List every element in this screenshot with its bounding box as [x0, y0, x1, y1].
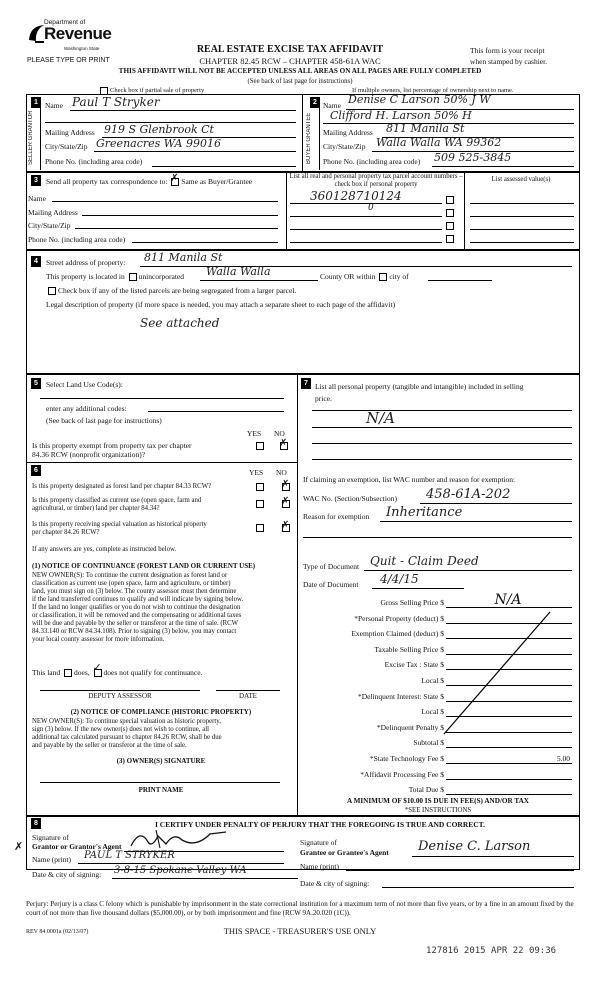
grantee-signature[interactable]: Denise C. Larson — [418, 839, 531, 854]
print-name-label: PRINT NAME — [138, 786, 184, 794]
wac-label: WAC No. (Section/Subsection) — [303, 494, 397, 503]
forest-question: Is this property designated as forest land per chapter 84.33 RCW? — [32, 483, 212, 490]
notice-line-5: If the land no longer qualifies or you do not wish to continue the designation — [32, 604, 241, 611]
notice-line-3: land, you must sign on (3) below. The county assessor must then determine — [32, 588, 237, 595]
deputy-assessor-label: DEPUTY ASSESSOR — [88, 692, 152, 700]
fee-label: Subtotal $ — [413, 738, 444, 748]
seller-mailing-label: Mailing Address — [45, 128, 95, 137]
unincorporated-checkbox[interactable] — [129, 273, 137, 281]
seller-name-value[interactable]: Paul T Stryker — [72, 95, 160, 109]
historic-no-checkbox[interactable]: ✗ — [281, 520, 290, 531]
exempt-question-2: 84.36 RCW (nonprofit organization)? — [32, 450, 146, 459]
fee-label: Exemption Claimed (deduct) $ — [351, 629, 444, 639]
fee-label: *State Technology Fee $ — [369, 754, 444, 763]
logo-line2: Revenue — [44, 24, 112, 43]
fee-label: Gross Selling Price $ — [380, 598, 444, 607]
personal-property-line-2: price. — [315, 394, 332, 403]
notice-compliance-title: (2) NOTICE OF COMPLIANCE (HISTORIC PROPERTY) — [70, 708, 252, 716]
perjury-note: Perjury: Perjury is a class C felony which is punishable by imprisonment in the state correctional institution for a maximum term of not more than five years, or by a fine in an amount fixed by the court of not more than five thousand dollars ($5,000.00), or by both imprisonment and fine (RCW 9A.20.020 (1C)). — [26, 900, 574, 917]
s5-yes: YES — [247, 429, 262, 438]
logo-line3: Washington State — [64, 46, 100, 51]
fee-label: Total Due $ — [408, 785, 444, 795]
seller-side-label: SELLER GRANTOR — [28, 110, 34, 166]
fee-value[interactable]: 5.00 — [556, 754, 570, 763]
section-3-number: 3 — [31, 175, 41, 186]
grantor-date-label: Date & city of signing: — [32, 870, 102, 879]
buyer-name-value-1[interactable]: Denise C Larson 50% J W — [348, 93, 491, 106]
logo-line1: Department of — [44, 19, 86, 26]
correspondence-label: Send all property tax correspondence to: ✗ Same as Buyer/Grantee — [46, 173, 253, 186]
minimum-note: A MINIMUM OF $10.00 IS DUE IN FEE(S) AND/OR TAX — [347, 797, 529, 805]
exempt-question-1: Is this property exempt from property tax per chapter — [32, 441, 192, 450]
buyer-name-label: Name — [323, 101, 341, 110]
buyer-mailing-value[interactable]: 811 Manila St — [386, 122, 465, 135]
rev-number: REV 84 0001a (02/13/07) — [26, 929, 89, 935]
x-mark-icon: ✗ — [14, 841, 24, 853]
parcel-checkbox-1[interactable] — [446, 196, 454, 204]
corr-mailing-label: Mailing Address — [28, 208, 78, 217]
notice-line-6: or classification, it will be removed and the compensating or additional taxes — [32, 612, 242, 619]
located-in: This property is located in unincorporated — [46, 272, 185, 281]
exemption-label: If claiming an exemption, list WAC number and reason for exemption: — [303, 475, 516, 484]
compliance-line-2: sign (3) below. If the new owner(s) does not wish to continue, all — [32, 726, 209, 733]
parcel-number-2[interactable]: 0 — [368, 203, 374, 213]
notice-line-4: if the land transferred continues to qualify and will indicate by signing below. — [32, 596, 244, 603]
current-use-no-checkbox[interactable]: ✗ — [281, 496, 290, 507]
parcel-header: List all real and personal property tax parcel account numbers – check box if personal property — [289, 173, 463, 188]
doc-date-value[interactable]: 4/4/15 — [380, 572, 419, 586]
seller-name-label: Name — [45, 101, 63, 110]
assessed-header: List assessed value(s) — [491, 176, 551, 183]
section-4 — [26, 250, 580, 374]
doc-type-value[interactable]: Quit - Claim Deed — [370, 554, 479, 568]
fee-label: Taxable Selling Price $ — [374, 644, 444, 654]
fee-label: *Delinquent Penalty $ — [376, 722, 444, 732]
grantor-name-label: Name (print) — [32, 855, 71, 864]
notice-continuance-title: (1) NOTICE OF CONTINUANCE (FOREST LAND OR CURRENT USE) — [32, 562, 256, 570]
qualify-line: This land does, ✓ does not qualify for continuance. — [32, 662, 203, 677]
grantee-sig-label-1: Signature of — [300, 838, 337, 847]
reason-value[interactable]: Inheritance — [386, 505, 463, 520]
legal-description-label: Legal description of property (if more space is needed, you may attach a separate sheet to each page of the affidavit) — [46, 300, 396, 309]
historic-question-2: per chapter 84.26 RCW? — [32, 529, 100, 536]
fee-label: *Delinquent Interest: State $ — [357, 691, 444, 701]
notice-line-2: classification as current use (open space, farm and agriculture, or timber) — [32, 580, 231, 587]
grantor-sig-label-2: Grantor or Grantor's Agent — [32, 842, 122, 851]
county-value[interactable]: Walla Walla — [206, 265, 271, 278]
grantee-date-label: Date & city of signing: — [300, 879, 370, 888]
buyer-city-value[interactable]: Walla Walla WA 99362 — [376, 136, 502, 149]
deputy-date-label: DATE — [239, 692, 257, 700]
county-label: County OR within city of — [320, 272, 409, 281]
additional-codes-label: enter any additional codes: — [46, 404, 127, 413]
personal-property-value[interactable]: N/A — [366, 409, 396, 427]
doc-date-label: Date of Document — [303, 580, 359, 589]
grantor-signature[interactable] — [126, 826, 236, 852]
seller-city-label: City/State/Zip — [45, 142, 88, 151]
segregated-checkbox[interactable] — [48, 287, 56, 295]
form-chapter: CHAPTER 82.45 RCW – CHAPTER 458-61A WAC — [199, 56, 381, 66]
receipt-note-2: when stamped by cashier. — [470, 57, 548, 66]
street-value[interactable]: 811 Manila St — [144, 251, 223, 264]
grantor-date-value[interactable]: 3-8-15 Spokane Valley WA — [114, 865, 247, 876]
grantor-name-value[interactable]: PAUL T STRYKER — [84, 850, 175, 861]
form-title: REAL ESTATE EXCISE TAX AFFIDAVIT — [196, 44, 384, 55]
doc-type-label: Type of Document — [303, 562, 360, 571]
land-use-see-back: (See back of last page for instructions) — [46, 416, 162, 425]
seller-phone-label: Phone No. (including area code) — [45, 157, 143, 166]
corr-city-label: City/State/Zip — [28, 221, 71, 230]
parcel-checkbox-3[interactable] — [446, 222, 454, 230]
buyer-side-label: BUYER GRANTEE — [306, 112, 312, 164]
strike-through-line — [440, 608, 560, 738]
parcel-checkbox-2[interactable] — [446, 209, 454, 217]
exempt-no-checkbox[interactable]: ✗ — [279, 438, 288, 449]
buyer-phone-value[interactable]: 509 525-3845 — [434, 151, 512, 164]
forest-yes-checkbox[interactable] — [256, 483, 264, 491]
current-use-yes-checkbox[interactable] — [256, 500, 264, 508]
forest-no-checkbox[interactable]: ✗ — [281, 479, 290, 490]
section-5-number: 5 — [31, 378, 41, 389]
personal-property-line-1: List all personal property (tangible and intangible) included in selling — [315, 382, 524, 391]
fee-value[interactable]: N/A — [494, 592, 522, 608]
city-of-checkbox[interactable] — [379, 273, 387, 281]
parcel-checkbox-4[interactable] — [446, 235, 454, 243]
exempt-yes-checkbox[interactable] — [256, 442, 264, 450]
buyer-phone-label: Phone No. (including area code) — [323, 157, 421, 166]
section-7-number: 7 — [301, 378, 311, 389]
owner-signature-label: (3) OWNER(S) SIGNATURE — [116, 757, 206, 765]
notice-line-8: 84.33.140 or RCW 84.34.108). Prior to signing (3) below, you may contact — [32, 628, 237, 635]
section-1-number: 1 — [31, 97, 41, 108]
form-warning: THIS AFFIDAVIT WILL NOT BE ACCEPTED UNLESS ALL AREAS ON ALL PAGES ARE FULLY COMPLETED — [118, 67, 482, 75]
does-not-qualify-checkbox[interactable]: ✓ — [94, 669, 102, 677]
parcel-number[interactable]: 360128710124 — [310, 189, 402, 203]
notice-line-1: NEW OWNER(S): To continue the current designation as forest land or — [32, 572, 228, 579]
compliance-line-4: and payable by the seller or transferor at the time of sale. — [32, 742, 187, 749]
notice-line-9: your local county assessor for more information. — [32, 636, 165, 643]
historic-yes-checkbox[interactable] — [256, 524, 264, 532]
see-back-note: (See back of last page for instructions) — [247, 78, 353, 85]
s6-no: NO — [276, 468, 287, 477]
section-8-number: 8 — [31, 818, 41, 829]
buyer-city-label: City/State/Zip — [323, 142, 366, 151]
type-or-print: PLEASE TYPE OR PRINT — [27, 57, 110, 64]
fee-label: Excise Tax : State $ — [384, 660, 444, 670]
section-6-number: 6 — [31, 465, 41, 476]
corr-name-label: Name — [28, 194, 46, 203]
land-use-label: Select Land Use Code(s): — [46, 380, 123, 389]
multiple-owners-note: If multiple owners, list percentage of ownership next to name. — [352, 87, 514, 94]
legal-description-value[interactable]: See attached — [140, 316, 220, 330]
seller-city-value[interactable]: Greenacres WA 99016 — [96, 137, 221, 150]
s6-yes: YES — [249, 468, 264, 477]
section-2-number: 2 — [310, 97, 320, 108]
grantee-sig-label-2: Grantee or Grantee's Agent — [300, 848, 389, 857]
corr-phone-label: Phone No. (including area code) — [28, 235, 126, 244]
fee-label: *Affidavit Processing Fee $ — [360, 769, 444, 779]
grantee-name-label: Name (print) — [300, 862, 339, 871]
if-yes-note: If any answers are yes, complete as instructed below. — [32, 546, 177, 553]
receipt-note-1: This form is your receipt — [470, 46, 545, 55]
fee-label: Local $ — [421, 707, 444, 717]
seller-mailing-value[interactable]: 919 S Glenbrook Ct — [104, 123, 214, 136]
buyer-name-value-2[interactable]: Clifford H. Larson 50% H — [330, 109, 472, 122]
certify-statement: I CERTIFY UNDER PENALTY OF PERJURY THAT THE FOREGOING IS TRUE AND CORRECT. — [154, 820, 485, 829]
compliance-line-1: NEW OWNER(S): To continue special valuation as historic property, — [32, 718, 221, 725]
notice-line-7: will be due and payable by the seller or transferor at the time of sale. (RCW — [32, 620, 239, 627]
same-as-buyer-checkbox[interactable]: ✗ — [170, 173, 179, 185]
fee-label: Local $ — [421, 676, 444, 685]
wac-value[interactable]: 458-61A-202 — [426, 487, 511, 502]
partial-sale[interactable]: Check box if partial sale of property — [98, 86, 204, 95]
compliance-line-3: additional tax calculated pursuant to chapter 84.26 RCW, shall be due — [32, 734, 222, 741]
buyer-mailing-label: Mailing Address — [323, 128, 373, 137]
historic-question-1: Is this property receiving special valuation as historical property — [32, 521, 207, 528]
s5-no: NO — [274, 429, 285, 438]
grantor-sig-label-1: Signature of — [32, 833, 69, 842]
fee-label: *Personal Property (deduct) $ — [354, 613, 444, 623]
current-use-question-2: agricultural, or timber) land per chapter 84.34? — [32, 505, 160, 512]
segregated[interactable]: Check box if any of the listed parcels are being segregated from a larger parcel. — [46, 286, 296, 295]
current-use-question-1: Is this property classified as current use (open space, farm and — [32, 497, 202, 504]
section-4-number: 4 — [31, 256, 41, 267]
reason-label: Reason for exemption — [303, 512, 370, 521]
treasurer-use: THIS SPACE - TREASURER'S USE ONLY — [223, 926, 377, 936]
street-label: Street address of property: — [46, 258, 126, 267]
does-qualify-checkbox[interactable] — [64, 669, 72, 677]
cashier-stamp: 127816 2015 APR 22 09:36 — [426, 946, 557, 956]
see-instructions: *SEE INSTRUCTIONS — [404, 807, 472, 814]
